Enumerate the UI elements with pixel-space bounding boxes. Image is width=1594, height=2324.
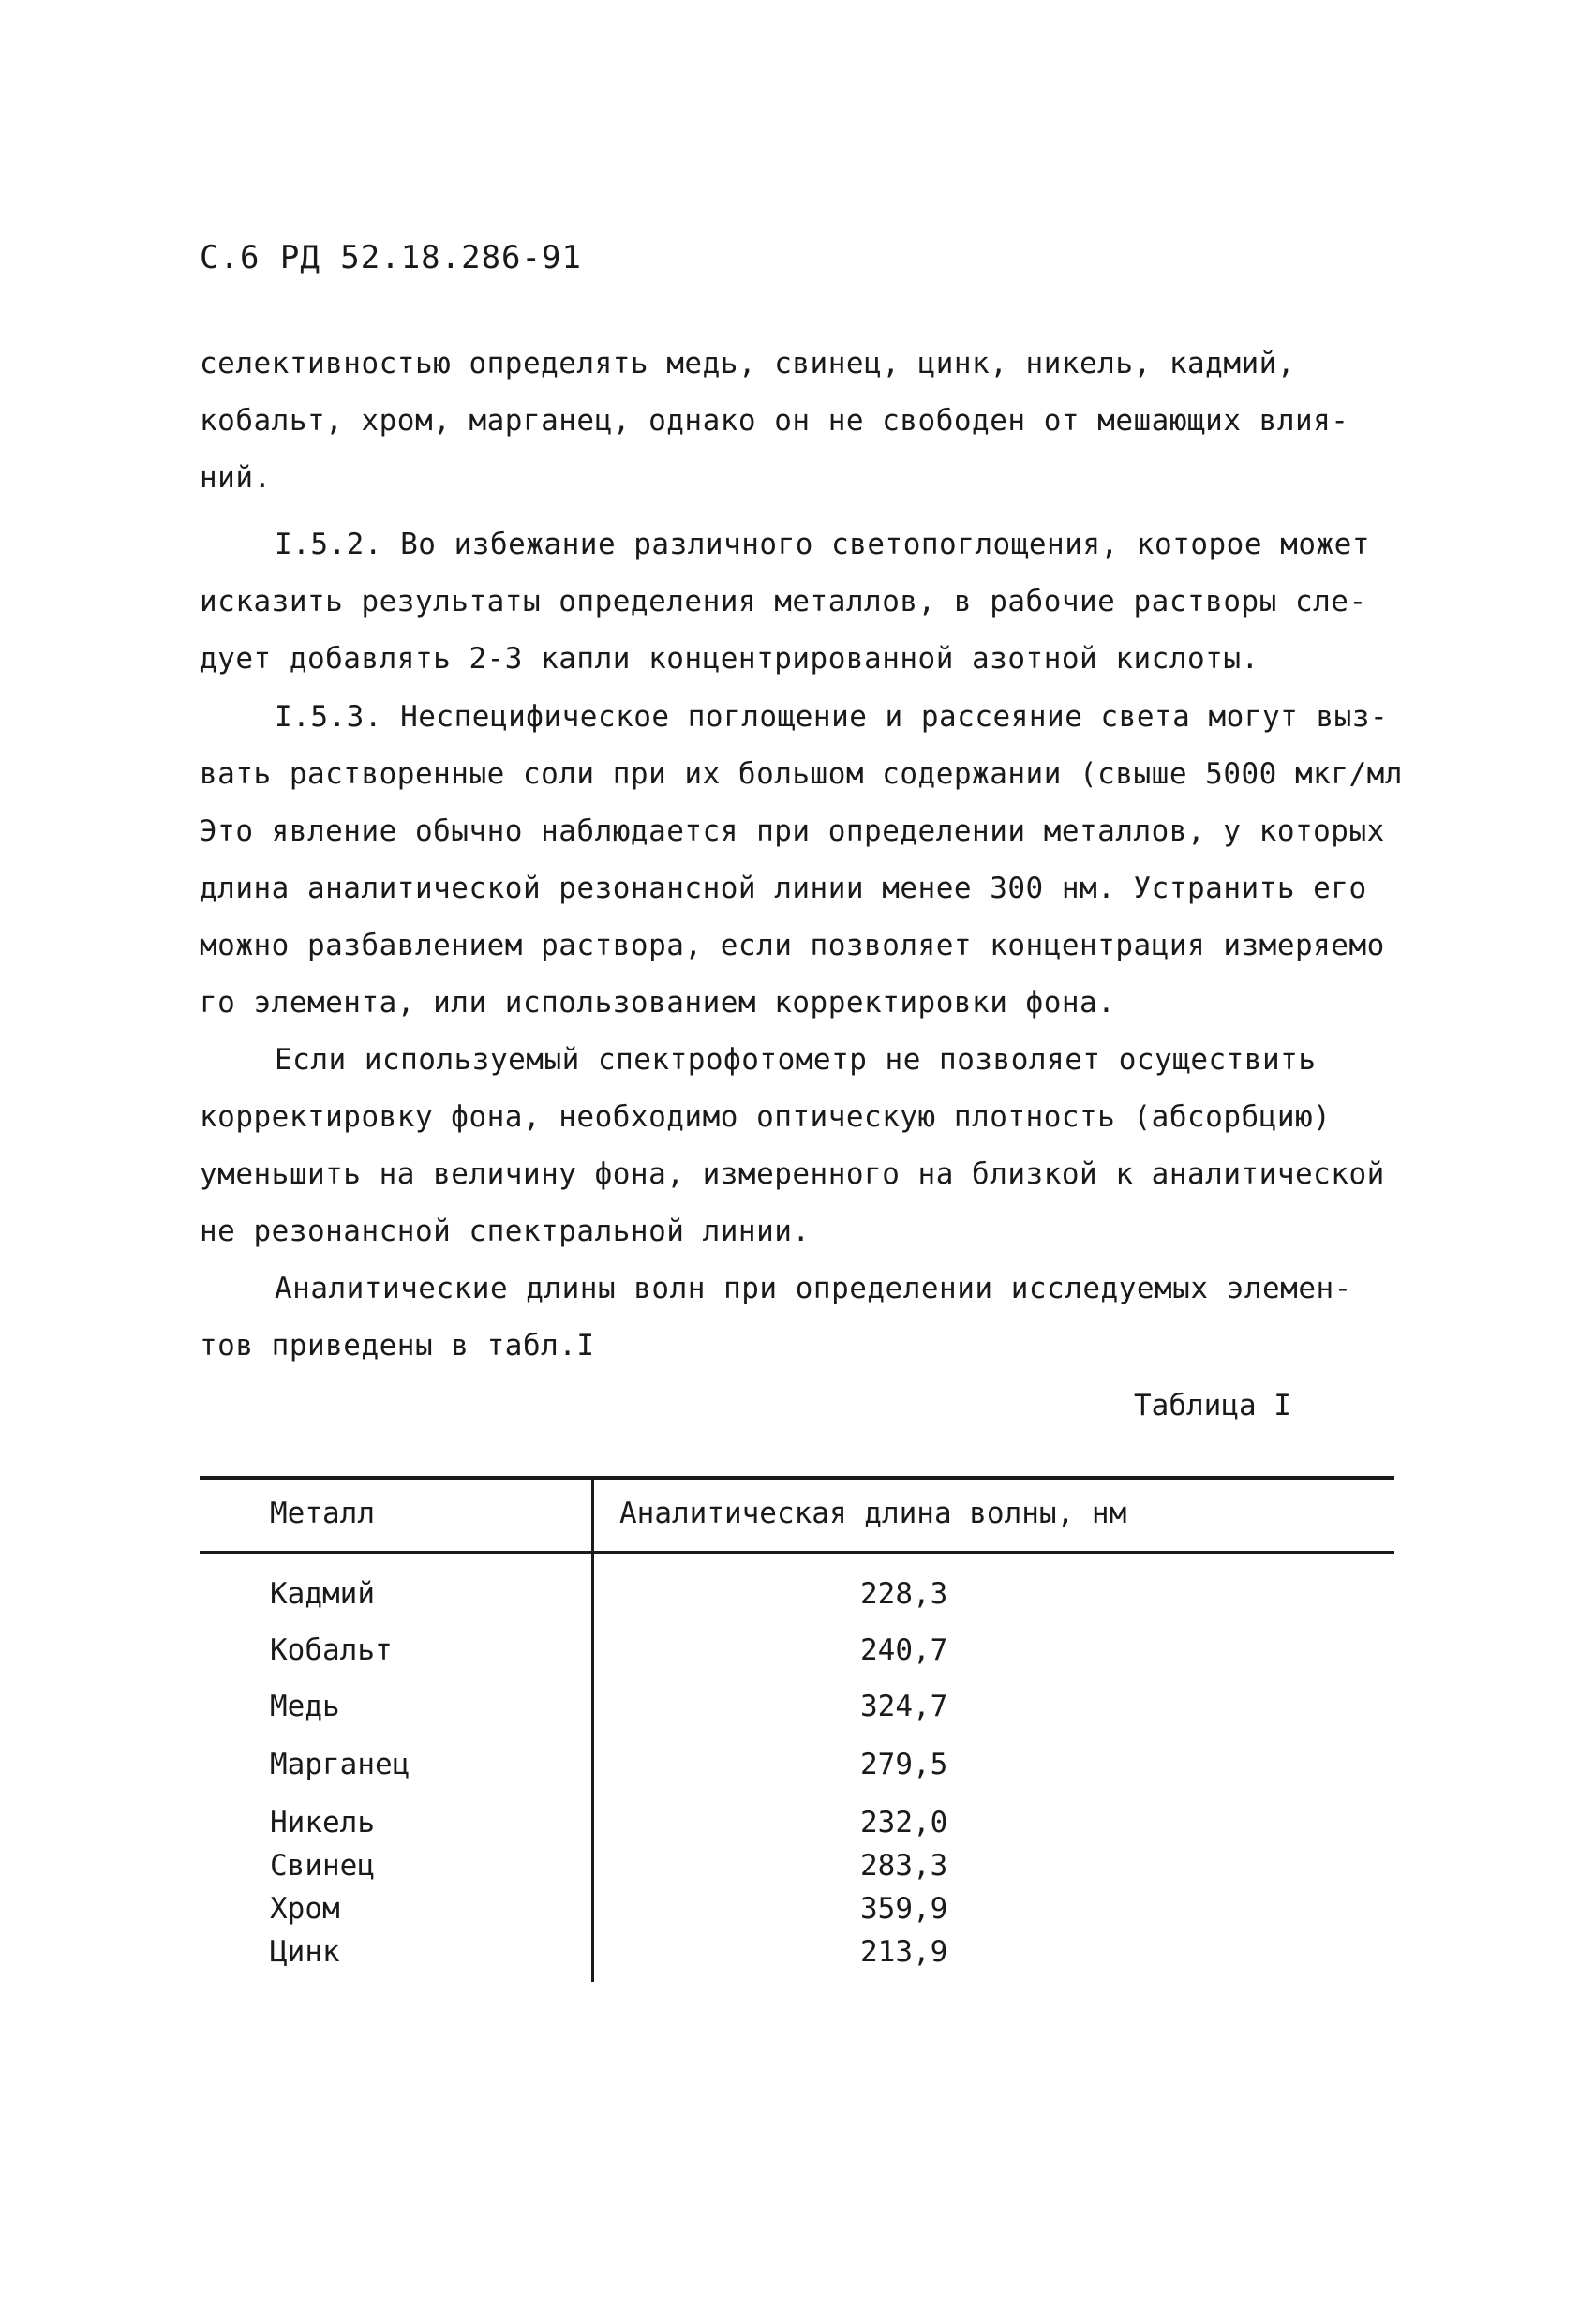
column-header-wavelength: Аналитическая длина волны, нм bbox=[619, 1497, 1127, 1530]
paragraph-line: ний. bbox=[200, 461, 272, 495]
table-cell-metal: Медь bbox=[270, 1690, 340, 1723]
paragraph-line: можно разбавлением раствора, если позволяет концентрация измеряемо bbox=[200, 929, 1385, 962]
table-cell-wavelength: 359,9 bbox=[860, 1892, 948, 1926]
paragraph-line: I.5.2. Во избежание различного светопоглощения, которое может bbox=[275, 528, 1370, 561]
wavelength-table bbox=[200, 1476, 1394, 1982]
table-cell-wavelength: 232,0 bbox=[860, 1806, 948, 1840]
table-cell-metal: Кобальт bbox=[270, 1633, 393, 1667]
table-cell-metal: Хром bbox=[270, 1892, 340, 1926]
paragraph-line: корректировку фона, необходимо оптическую плотность (абсорбцию) bbox=[200, 1100, 1332, 1134]
document-header: С.6 РД 52.18.286-91 bbox=[200, 239, 582, 276]
table-cell-metal: Цинк bbox=[270, 1935, 340, 1969]
paragraph-line: вать растворенные соли при их большом содержании (свыше 5000 мкг/мл bbox=[200, 757, 1403, 791]
table-cell-wavelength: 324,7 bbox=[860, 1690, 948, 1723]
paragraph-line: тов приведены в табл.I bbox=[200, 1329, 595, 1363]
paragraph-line: Аналитические длины волн при определении исследуемых элемен- bbox=[275, 1272, 1352, 1305]
paragraph-line: селективностью определять медь, свинец, цинк, никель, кадмий, bbox=[200, 347, 1295, 380]
table-cell-metal: Свинец bbox=[270, 1849, 375, 1883]
table-cell-wavelength: 213,9 bbox=[860, 1935, 948, 1969]
table-header-rule bbox=[200, 1551, 1394, 1554]
paragraph-line: не резонансной спектральной линии. bbox=[200, 1214, 811, 1248]
paragraph-line: длина аналитической резонансной линии менее 300 нм. Устранить его bbox=[200, 872, 1367, 905]
table-cell-metal: Марганец bbox=[270, 1748, 410, 1781]
paragraph-line: исказить результаты определения металлов, в рабочие растворы сле- bbox=[200, 585, 1367, 618]
table-caption: Таблица I bbox=[1134, 1389, 1291, 1423]
table-cell-metal: Кадмий bbox=[270, 1577, 375, 1611]
table-cell-wavelength: 279,5 bbox=[860, 1748, 948, 1781]
table-cell-wavelength: 283,3 bbox=[860, 1849, 948, 1883]
paragraph-line: кобальт, хром, марганец, однако он не свободен от мешающих влия- bbox=[200, 404, 1349, 438]
table-column-divider bbox=[591, 1476, 594, 1982]
paragraph-line: Если используемый спектрофотометр не позволяет осуществить bbox=[275, 1043, 1317, 1077]
table-cell-wavelength: 240,7 bbox=[860, 1633, 948, 1667]
paragraph-line: дует добавлять 2-3 капли концентрированной азотной кислоты. bbox=[200, 642, 1259, 676]
paragraph-line: уменьшить на величину фона, измеренного на близкой к аналитической bbox=[200, 1157, 1385, 1191]
table-cell-wavelength: 228,3 bbox=[860, 1577, 948, 1611]
table-top-rule bbox=[200, 1476, 1394, 1480]
paragraph-line: го элемента, или использованием корректировки фона. bbox=[200, 986, 1116, 1020]
paragraph-line: I.5.3. Неспецифическое поглощение и рассеяние света могут выз- bbox=[275, 700, 1389, 734]
column-header-metal: Металл bbox=[270, 1497, 375, 1530]
paragraph-line: Это явление обычно наблюдается при определении металлов, у которых bbox=[200, 814, 1385, 848]
table-cell-metal: Никель bbox=[270, 1806, 375, 1840]
